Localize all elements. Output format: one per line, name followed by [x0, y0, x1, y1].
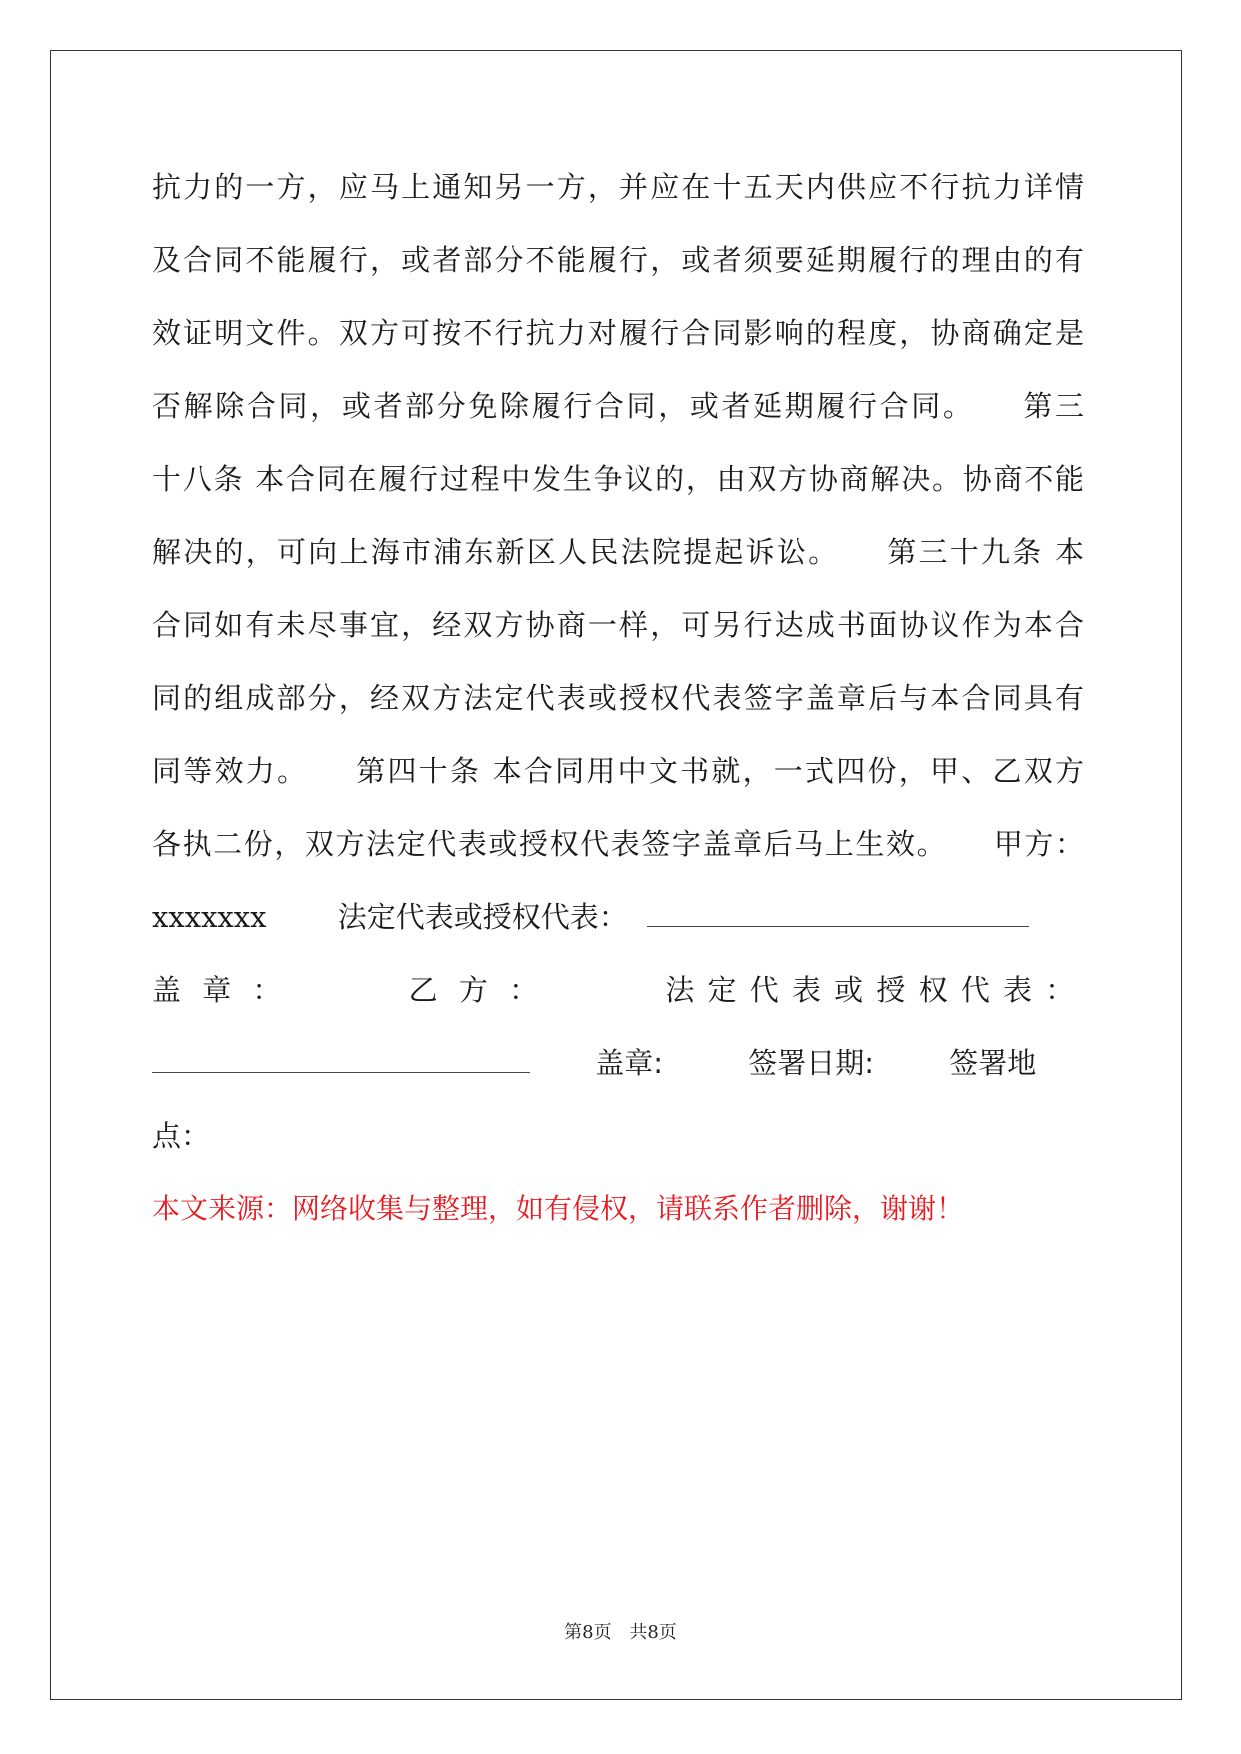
place-label-continued: 点：	[152, 1119, 211, 1153]
body-line: 十八条 本合同在履行过程中发生争议的，由双方协商解决。协商不能	[152, 462, 1084, 496]
party-a-name: xxxxxxx	[152, 900, 267, 934]
signature-line-date	[152, 1038, 1084, 1088]
place-label: 签署地	[949, 1046, 1037, 1080]
body-line: 同等效力。 第四十条 本合同用中文书就，一式四份，甲、乙双方	[152, 754, 1084, 788]
body-line: 否解除合同，或者部分免除履行合同，或者延期履行合同。 第三	[152, 389, 1084, 423]
body-line: 效证明文件。双方可按不行抗力对履行合同影响的程度，协商确定是	[152, 316, 1084, 350]
party-b-label: 乙 方 ：	[408, 973, 545, 1007]
body-line: 抗力的一方，应马上通知另一方，并应在十五天内供应不行抗力详情	[152, 170, 1084, 204]
page-border	[50, 50, 1182, 1700]
date-label: 签署日期:	[748, 1046, 874, 1080]
rep-signature-field-2[interactable]	[152, 1046, 530, 1073]
signature-line-party-a	[152, 892, 1084, 942]
page-footer	[0, 1618, 1241, 1644]
seal-label-1: 盖 章 ：	[152, 973, 288, 1007]
body-line: 解决的，可向上海市浦东新区人民法院提起诉讼。 第三十九条 本	[152, 535, 1084, 569]
rep-label-2: 法 定 代 表 或 授 权 代 表 ：	[665, 973, 1077, 1007]
rep-label-1: 法定代表或授权代表：	[337, 900, 628, 934]
seal-label-2: 盖章:	[595, 1046, 663, 1080]
signature-line-party-b	[152, 965, 1084, 1015]
body-line: 各执二份，双方法定代表或授权代表签字盖章后马上生效。 甲方：	[152, 827, 1084, 861]
rep-signature-field-1[interactable]	[647, 900, 1029, 927]
source-note: 本文来源：网络收集与整理，如有侵权，请联系作者删除，谢谢！	[152, 1192, 965, 1225]
page-current: 第8页	[564, 1622, 612, 1643]
body-line: 及合同不能履行，或者部分不能履行，或者须要延期履行的理由的有	[152, 243, 1084, 277]
body-line: 合同如有未尽事宜，经双方协商一样，可另行达成书面协议作为本合	[152, 608, 1084, 642]
body-line: 同的组成部分，经双方法定代表或授权代表签字盖章后与本合同具有	[152, 681, 1084, 715]
page-total: 共8页	[629, 1622, 677, 1643]
